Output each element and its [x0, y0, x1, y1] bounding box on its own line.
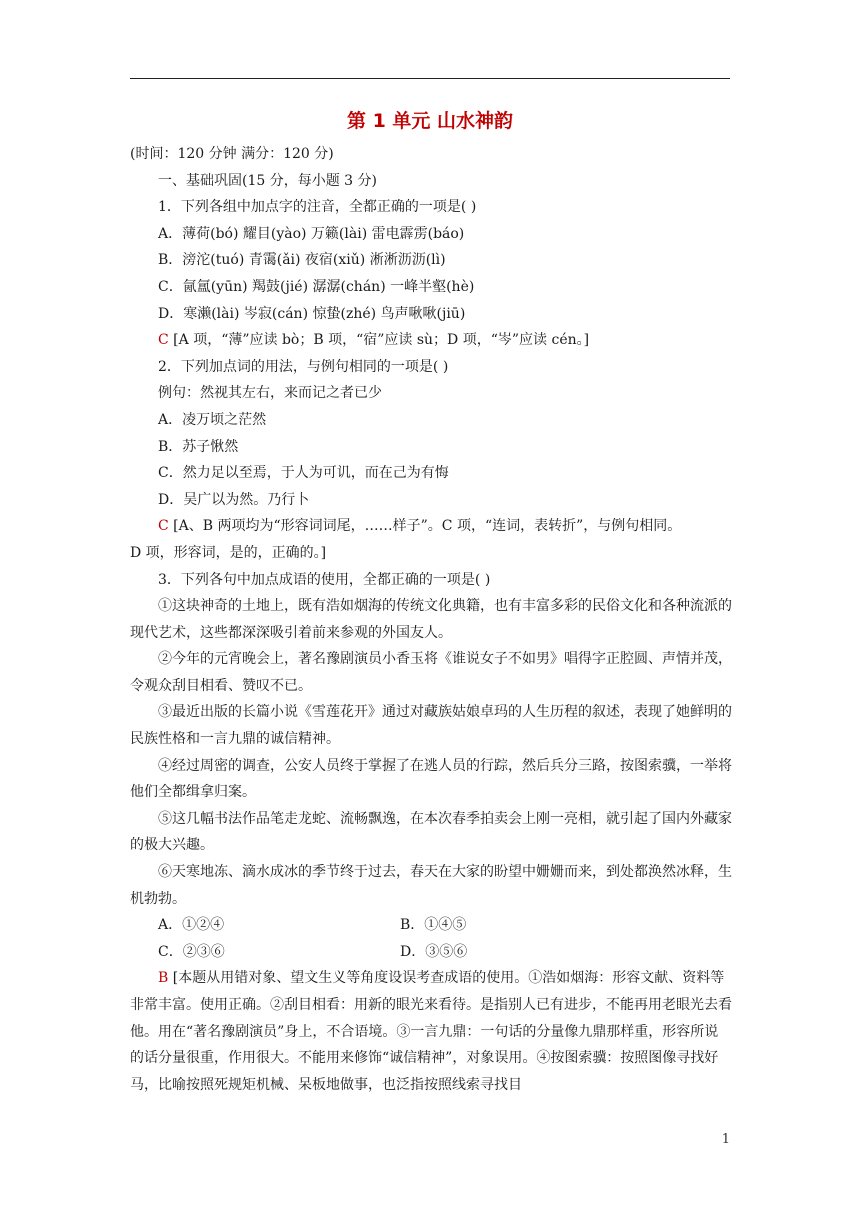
q3-sentence-1: ①这块神奇的土地上，既有浩如烟海的传统文化典籍，也有丰富多彩的民俗文化和各种流派的现代艺术，这些都深深吸引着前来参观的外国友人。: [130, 598, 732, 641]
q3-option-b: B．①④⑤: [400, 917, 467, 934]
q3-sentence-6: ⑥天寒地冻、滴水成冰的季节终于过去，春天在大家的盼望中姗姗而来，到处都涣然冰释，生机勃勃。: [130, 864, 732, 907]
q3-sentence-2: ②今年的元宵晚会上，著名豫剧演员小香玉将《谁说女子不如男》唱得字正腔圆、声情并茂，令观众刮目相看、赞叹不已。: [130, 651, 732, 694]
q1-option-c: C．氤氲(yūn) 羯鼓(jié) 潺潺(chán) 一峰半壑(hè): [158, 278, 475, 295]
answer-explanation: [A 项，“薄”应读 bò；B 项，“宿”应读 sù；D 项，“岑”应读 cén。]: [168, 332, 590, 349]
answer-letter: C: [158, 518, 169, 535]
q3-option-d: D．③⑤⑥: [400, 943, 468, 960]
q3-option-c: C．②③⑥: [158, 943, 225, 960]
q3-options-row-1: [130, 912, 732, 939]
q2-option-d: D．吴广以为然。乃行卜: [158, 491, 310, 508]
q1-stem: 1．下列各组中加点字的注音，全都正确的一项是( ): [158, 199, 477, 216]
q2-answer: [130, 513, 732, 540]
page-title: 第 1 单元 山水神韵: [346, 110, 514, 132]
document-body: [130, 141, 732, 1098]
q2-example: 例句：然视其左右，来而记之者已少: [158, 385, 382, 402]
q3-answer: [130, 965, 732, 1098]
header-rule: [130, 78, 730, 79]
page-number: 1: [721, 1132, 730, 1147]
q1-option-d: D．寒濑(lài) 岑寂(cán) 惊蛰(zhé) 鸟声啾啾(jiū): [158, 305, 466, 322]
q3-stem: 3．下列各句中加点成语的使用，全都正确的一项是( ): [158, 571, 491, 588]
q2-stem: 2．下列加点词的用法，与例句相同的一项是( ): [158, 358, 449, 375]
q1-answer: [130, 327, 732, 354]
q1-option-a: A．薄荷(bó) 耀目(yào) 万籁(lài) 雷电霹雳(báo): [158, 225, 465, 242]
q1-option-b: B．滂沱(tuó) 青霭(ǎi) 夜宿(xiǔ) 淅淅沥沥(lì): [158, 252, 446, 269]
exam-meta: (时间：120 分钟 满分：120 分): [130, 146, 334, 162]
q3-sentence-3: ③最近出版的长篇小说《雪莲花开》通过对藏族姑娘卓玛的人生历程的叙述，表现了她鲜明的民族性格和一言九鼎的诚信精神。: [130, 704, 732, 748]
q2-option-a: A．凌万顷之茫然: [158, 411, 267, 428]
section-heading: 一、基础巩固(15 分，每小题 3 分): [158, 172, 377, 189]
q2-option-c: C．然力足以至焉，于人为可讥，而在己为有悔: [158, 465, 449, 482]
q3-option-a: A．①②④: [158, 917, 225, 934]
answer-explanation: [本题从用错对象、望文生义等角度设误考查成语的使用。①浩如烟海：形容文献、资料等非常丰富。使用正确。②刮目相看：用新的眼光来看待。是指别人已有进步，不能再用老眼光去看他。用在“著名豫剧演员”身上，不合语境。③一言九鼎：一句话的分量像九鼎那样重，形容所说的话分量很重，作用很大。不能用来修饰“诚信精神”，对象误用。④按图索骥：按照图像寻找好马，比喻按照死规矩机械、呆板地做事，也泛指按照线索寻找目: [130, 970, 732, 1093]
q3-sentence-5: ⑤这几幅书法作品笔走龙蛇、流畅飘逸，在本次春季拍卖会上刚一亮相，就引起了国内外藏家的极大兴趣。: [130, 810, 732, 854]
answer-letter: C: [158, 332, 169, 349]
q2-option-b: B．苏子愀然: [158, 438, 239, 455]
answer-explanation: [A、B 两项均为“形容词词尾，……样子”。C 项，“连词，表转折”，与例句相同。: [168, 518, 682, 535]
answer-letter: B: [158, 970, 169, 987]
q2-answer-cont: D 项，形容词，是的，正确的。]: [130, 544, 327, 561]
q3-options-row-2: [130, 939, 732, 966]
q3-sentence-4: ④经过周密的调查，公安人员终于掌握了在逃人员的行踪，然后兵分三路，按图索骥，一举将他们全都缉拿归案。: [130, 757, 732, 801]
